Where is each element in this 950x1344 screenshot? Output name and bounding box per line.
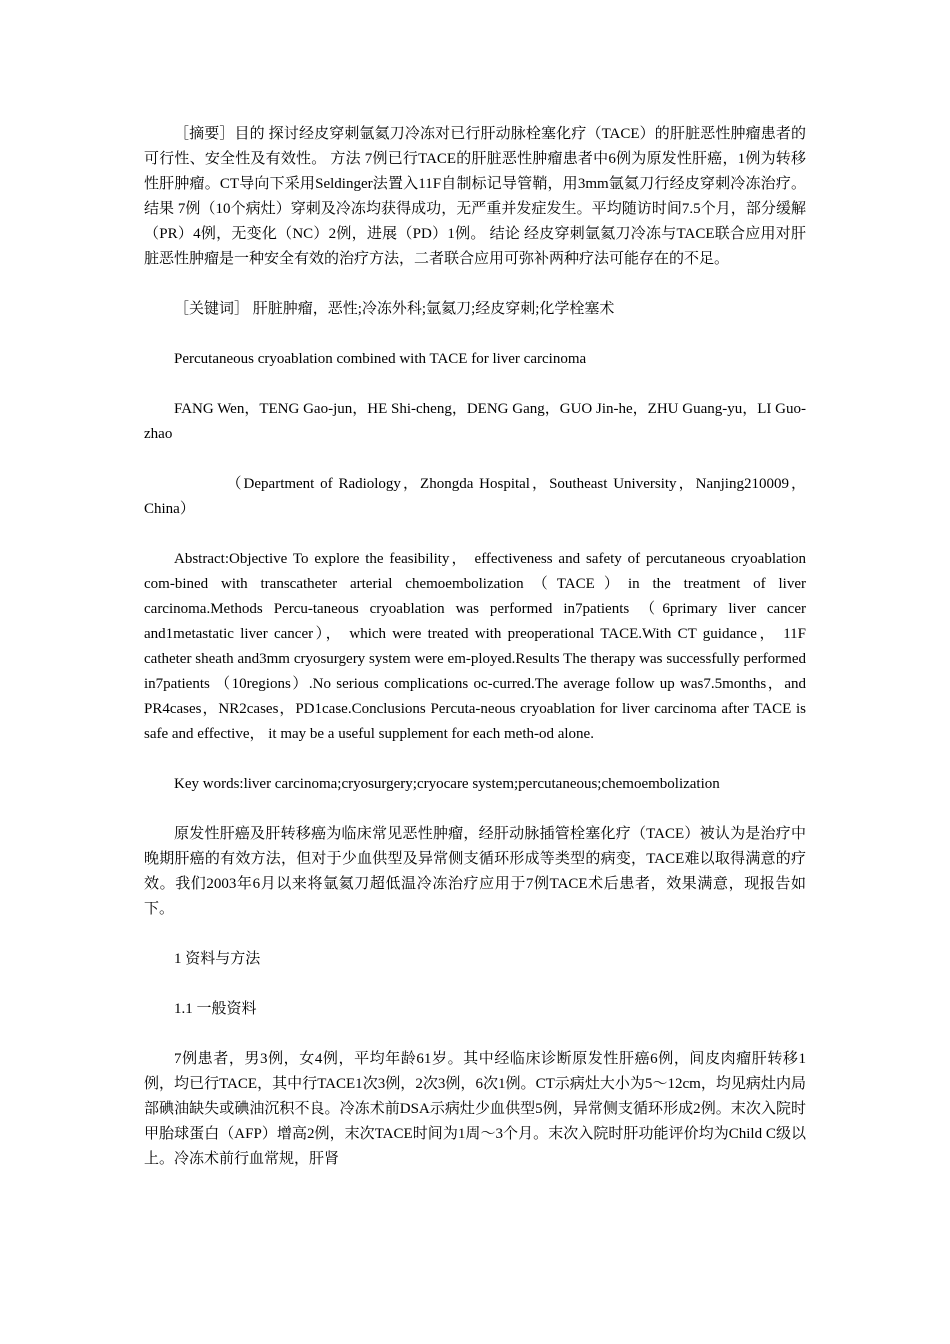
title-en: Percutaneous cryoablation combined with TACE for liver carcinoma xyxy=(174,351,587,367)
section-heading-1-1: 1.1 一般资料 xyxy=(174,1001,257,1017)
body-1-1: 7例患者，男3例，女4例，平均年龄61岁。其中经临床诊断原发性肝癌6例，间皮肉瘤肝转移1例，均已行TACE，其中行TACE1次3例，2次3例，6次1例。CT示病灶大小为5～12cm，均见病灶内局部碘油缺失或碘油沉积不良。冷冻术前DSA示病灶少血供型5例，异常侧支循环形成2例。末次入院时甲胎球蛋白（AFP）增高2例，末次TACE时间为1周～3个月。末次入院时肝功能评价均为Child C级以上。冷冻术前行血常规，肝肾 xyxy=(144,1051,806,1167)
abstract-cn: ［摘要］目的 探讨经皮穿刺氩氦刀冷冻对已行肝动脉栓塞化疗（TACE）的肝脏恶性肿瘤患者的可行性、安全性及有效性。 方法 7例已行TACE的肝脏恶性肿瘤患者中6例为原发性肝癌，1例为转移性肝肿瘤。CT导向下采用Seldinger法置入11F自制标记导管鞘，用3mm氩氦刀行经皮穿刺冷冻治疗。 结果 7例（10个病灶）穿刺及冷冻均获得成功，无严重并发症发生。平均随访时间7.5个月，部分缓解（PR）4例，无变化（NC）2例，进展（PD）1例。 结论 经皮穿刺氩氦刀冷冻与TACE联合应用对肝脏恶性肿瘤是一种安全有效的治疗方法，二者联合应用可弥补两种疗法可能存在的不足。 xyxy=(144,126,806,267)
authors-en: FANG Wen，TENG Gao-jun，HE Shi-cheng，DENG Gang，GUO Jin-he，ZHU Guang-yu，LI Guo-zhao xyxy=(144,401,806,442)
document-page xyxy=(144,122,806,1197)
section-heading-1: 1 资料与方法 xyxy=(174,951,261,967)
keywords-cn: ［关键词］ 肝脏肿瘤，恶性;冷冻外科;氩氦刀;经皮穿刺;化学栓塞术 xyxy=(174,301,615,317)
abstract-en: Abstract:Objective To explore the feasibility， effectiveness and safety of percutaneous cryoablation com-bined with transcatheter arterial chemoembolization（TACE）in the treatment of liver carcinoma.Methods Percu-taneous cryoablation was performed in7patients （6primary liver cancer and1metastatic liver cancer）， which were treated with preoperational TACE.With CT guidance， 11F catheter sheath and3mm cryosurgery system were em-ployed.Results The therapy was successfully performed in7patients （10regions）.No serious complications oc-curred.The average follow up was7.5months，and PR4cases，NR2cases，PD1case.Conclusions Percuta-neous cryoablation for liver carcinoma after TACE is safe and effective， it may be a useful supplement for each meth-od alone. xyxy=(144,551,806,742)
affiliation-en: （Department of Radiology，Zhongda Hospital，Southeast University，Nanjing210009，China） xyxy=(144,476,806,517)
intro-cn: 原发性肝癌及肝转移癌为临床常见恶性肿瘤，经肝动脉插管栓塞化疗（TACE）被认为是治疗中晚期肝癌的有效方法，但对于少血供型及异常侧支循环形成等类型的病变，TACE难以取得满意的疗效。我们2003年6月以来将氩氦刀超低温冷冻治疗应用于7例TACE术后患者，效果满意，现报告如下。 xyxy=(144,826,806,917)
keywords-en: Key words:liver carcinoma;cryosurgery;cryocare system;percutaneous;chemoembolization xyxy=(174,776,720,792)
